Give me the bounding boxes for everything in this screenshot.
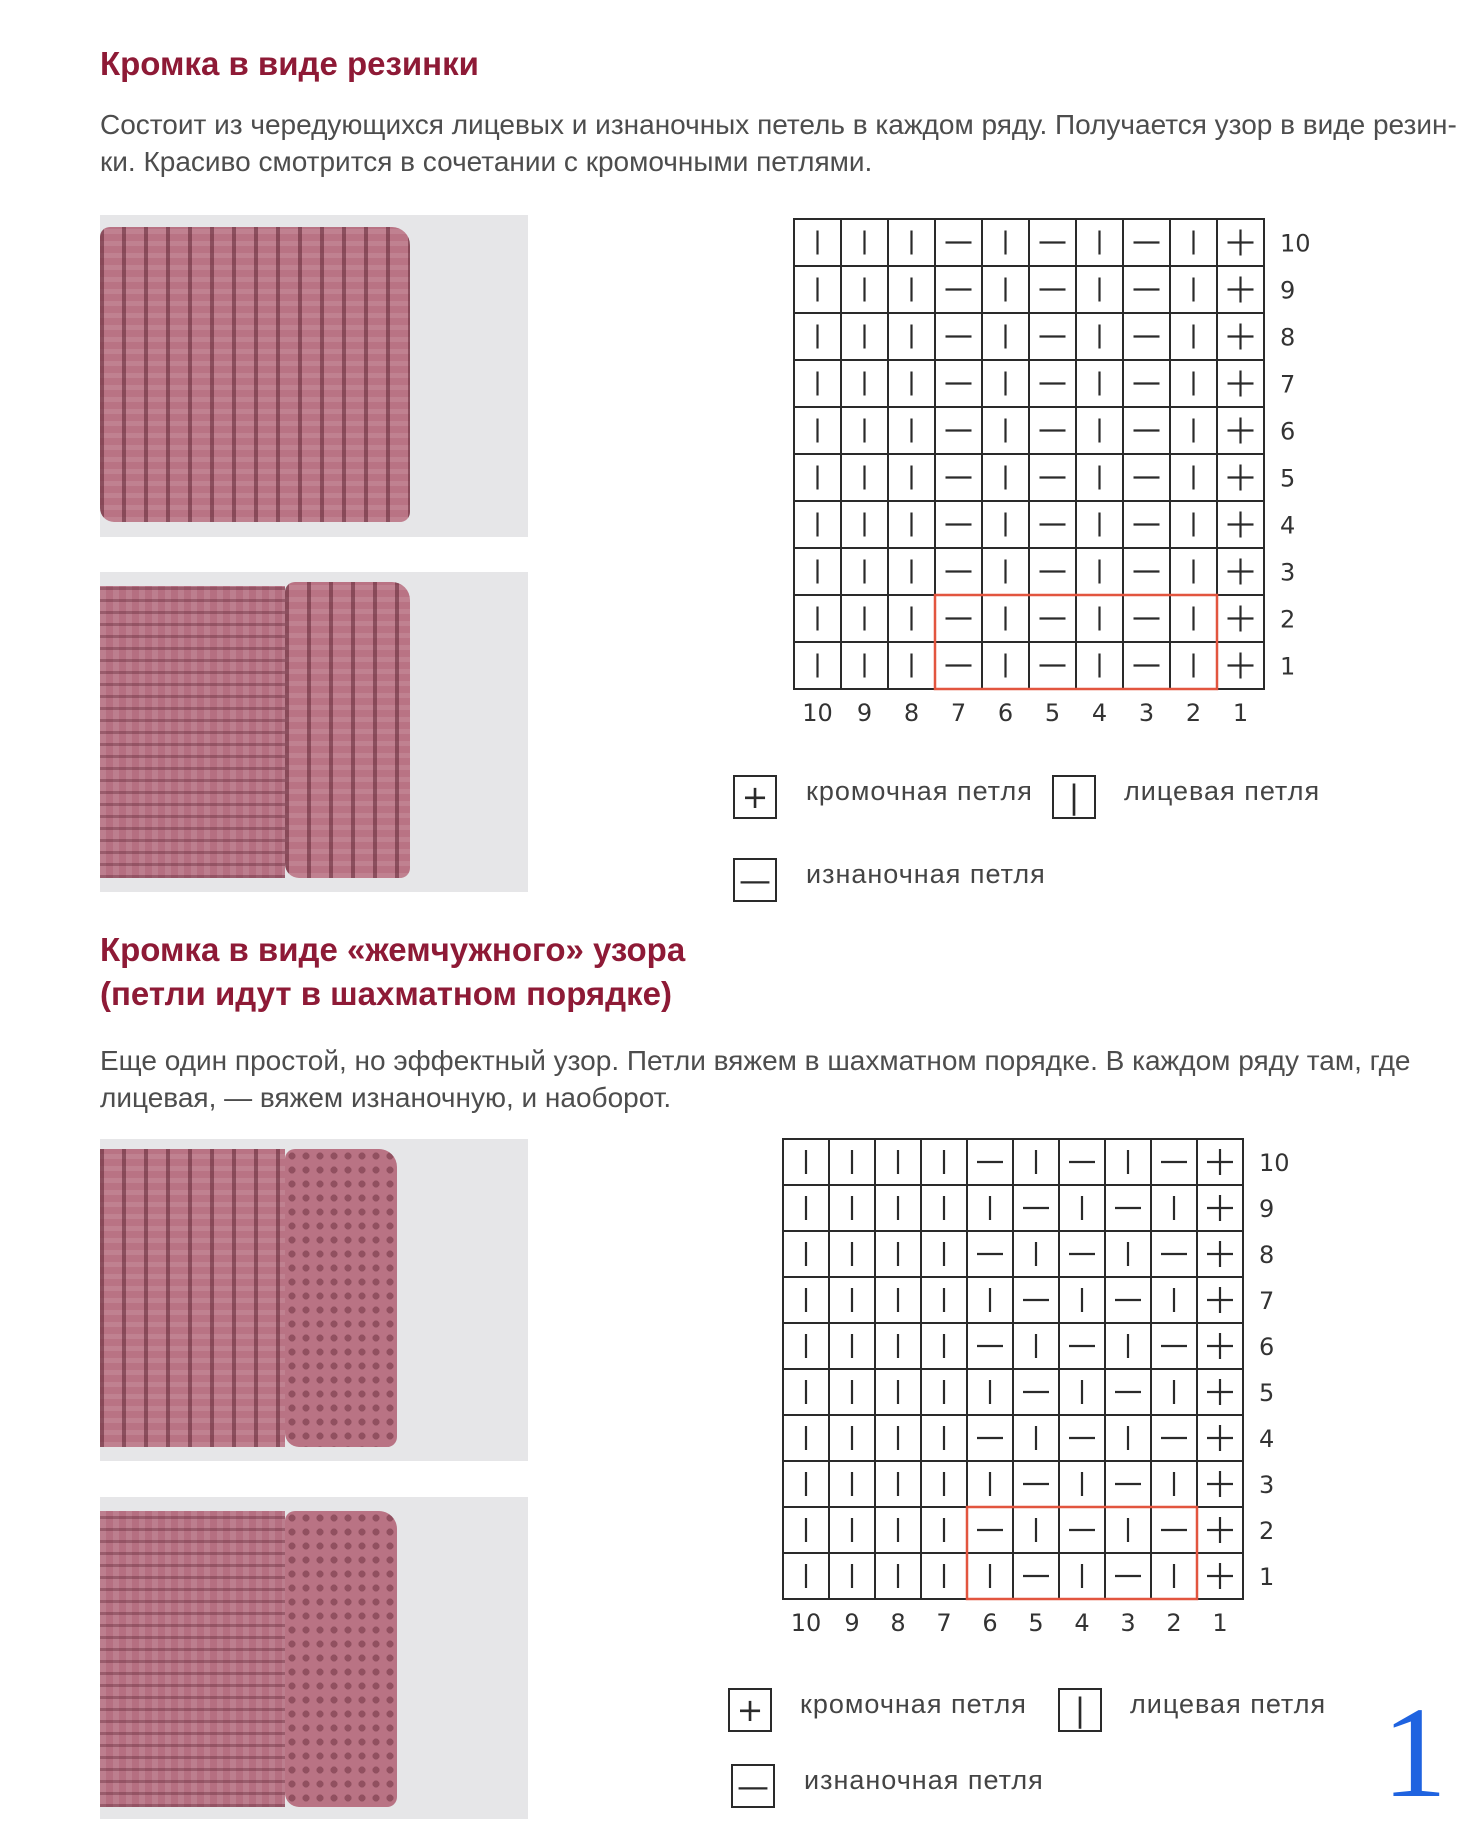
row-number-label: 9 [1280, 276, 1296, 305]
chart-cell [1123, 219, 1170, 266]
chart-cell [1029, 642, 1076, 689]
chart-cell [1105, 1231, 1151, 1277]
row-number-label: 10 [1280, 229, 1311, 258]
chart-cell [935, 454, 982, 501]
legend-purl-stitch-label: изнаночная петля [806, 859, 1046, 889]
chart-cell [1013, 1139, 1059, 1185]
column-number-label: 3 [1120, 1609, 1136, 1637]
chart-cell [1076, 501, 1123, 548]
chart-cell [1123, 407, 1170, 454]
chart-cell [1151, 1369, 1197, 1415]
legend-purl-stitch-icon: — [733, 858, 777, 902]
legend-knit-stitch-icon: | [1052, 775, 1096, 819]
chart-cell [1029, 313, 1076, 360]
chart-cell [1013, 1507, 1059, 1553]
chart-cell [1217, 642, 1264, 689]
row-number-label: 5 [1280, 464, 1296, 493]
chart-cell [1076, 407, 1123, 454]
chart-cell [935, 407, 982, 454]
chart-cell [1217, 313, 1264, 360]
chart-cell [1217, 548, 1264, 595]
column-number-label: 7 [936, 1609, 952, 1637]
chart-cell [1105, 1553, 1151, 1599]
chart-cell [967, 1231, 1013, 1277]
chart-cell [1217, 407, 1264, 454]
chart-cell [1059, 1461, 1105, 1507]
chart-cell [829, 1185, 875, 1231]
chart-cell [1123, 313, 1170, 360]
chart-cell [1013, 1231, 1059, 1277]
chart-cell [1013, 1415, 1059, 1461]
chart-cell [1076, 548, 1123, 595]
chart-cell [1013, 1461, 1059, 1507]
column-number-label: 2 [1185, 699, 1202, 727]
chart-seed-edge [783, 1139, 1290, 1637]
legend2-purl-stitch-icon: — [731, 1764, 775, 1808]
chart-cell [1217, 501, 1264, 548]
chart-cell [1197, 1231, 1243, 1277]
chart-cell [841, 266, 888, 313]
chart-cell [1151, 1461, 1197, 1507]
row-number-label: 6 [1259, 1333, 1275, 1361]
chart-cell [1059, 1369, 1105, 1415]
chart-cell [794, 313, 841, 360]
chart-cell [1170, 501, 1217, 548]
chart-cell [888, 454, 935, 501]
chart-cell [1059, 1139, 1105, 1185]
chart-cell [1029, 407, 1076, 454]
chart-cell [935, 360, 982, 407]
section2-title-line2: (петли идут в шахматном порядке) [100, 975, 672, 1012]
legend2-edge-stitch-label: кромочная петля [800, 1689, 1027, 1719]
chart-cell [1151, 1139, 1197, 1185]
chart-cell [1059, 1507, 1105, 1553]
chart-cell [1197, 1461, 1243, 1507]
chart-cell [1123, 454, 1170, 501]
column-number-label: 7 [950, 699, 967, 727]
chart-cell [829, 1323, 875, 1369]
legend2-edge-stitch-icon: + [728, 1688, 772, 1732]
chart-cell [982, 407, 1029, 454]
chart-cell [1197, 1139, 1243, 1185]
section2-text: Еще один простой, но эффектный узор. Петли вяжем в шахматном порядке. В каждом ряду там, где лицевая, — вяжем изнаночную, и наоборот. [100, 1045, 1411, 1113]
photo-rib-edge-back [100, 572, 528, 892]
column-number-label: 10 [790, 1609, 822, 1637]
chart-cell [967, 1415, 1013, 1461]
chart-cell [1151, 1323, 1197, 1369]
photo-seed-edge-front [100, 1139, 528, 1461]
chart-cell [1197, 1507, 1243, 1553]
chart-cell [1170, 266, 1217, 313]
chart-cell [921, 1553, 967, 1599]
chart-cell [1197, 1553, 1243, 1599]
chart-cell [1170, 219, 1217, 266]
chart-cell [1197, 1323, 1243, 1369]
chart-cell [888, 313, 935, 360]
column-number-label: 2 [1166, 1609, 1182, 1637]
chart-cell [921, 1139, 967, 1185]
chart-cell [783, 1415, 829, 1461]
chart-cell [783, 1323, 829, 1369]
chart-cell [783, 1277, 829, 1323]
chart-cell [1029, 219, 1076, 266]
column-number-label: 8 [890, 1609, 906, 1637]
chart-cell [1151, 1231, 1197, 1277]
chart-cell [1170, 642, 1217, 689]
row-number-label: 4 [1259, 1425, 1275, 1453]
chart-cell [1013, 1369, 1059, 1415]
chart-cell [841, 642, 888, 689]
chart-cell [783, 1369, 829, 1415]
chart-cell [1059, 1277, 1105, 1323]
legend-knit-stitch-label: лицевая петля [1124, 776, 1321, 806]
chart-cell [875, 1415, 921, 1461]
chart-cell [1151, 1185, 1197, 1231]
section1-text: Состоит из чередующихся лицевых и изнаночных петель в каждом ряду. Получается узор в виде резинки. Красиво смотрится в сочетании с кромочными петлями. [100, 109, 1457, 177]
chart-cell [1151, 1507, 1197, 1553]
row-number-label: 1 [1259, 1563, 1275, 1591]
chart-cell [1123, 501, 1170, 548]
chart-cell [794, 501, 841, 548]
chart-rib-edge [794, 219, 1311, 727]
chart-cell [875, 1231, 921, 1277]
column-number-label: 3 [1138, 699, 1155, 727]
chart-cell [1123, 266, 1170, 313]
chart-cell [888, 360, 935, 407]
section2-title-line1: Кромка в виде «жемчужного» узора [100, 931, 686, 968]
chart-cell [1029, 595, 1076, 642]
chart-cell [841, 595, 888, 642]
chart-cell [1105, 1139, 1151, 1185]
chart-cell [921, 1231, 967, 1277]
photo-rib-edge-front [100, 215, 528, 537]
column-number-label: 5 [1044, 699, 1061, 727]
chart-cell [1076, 595, 1123, 642]
chart-cell [982, 642, 1029, 689]
chart-cell [794, 642, 841, 689]
chart-cell [1170, 407, 1217, 454]
chart-cell [1217, 266, 1264, 313]
chart-cell [783, 1231, 829, 1277]
chart-cell [794, 454, 841, 501]
chart-cell [1170, 360, 1217, 407]
chart-cell [783, 1553, 829, 1599]
chart-cell [1076, 313, 1123, 360]
row-number-label: 1 [1280, 652, 1296, 681]
chart-cell [1105, 1277, 1151, 1323]
chart-cell [1105, 1461, 1151, 1507]
chart-cell [888, 548, 935, 595]
chart-cell [1217, 595, 1264, 642]
chart-cell [935, 595, 982, 642]
chart-cell [935, 219, 982, 266]
chart-cell [829, 1507, 875, 1553]
chart-cell [1217, 454, 1264, 501]
chart-cell [982, 454, 1029, 501]
chart-cell [1105, 1507, 1151, 1553]
chart-cell [1029, 548, 1076, 595]
chart-cell [935, 313, 982, 360]
chart-cell [921, 1415, 967, 1461]
chart-cell [967, 1553, 1013, 1599]
chart-cell [967, 1139, 1013, 1185]
chart-cell [935, 642, 982, 689]
chart-cell [794, 266, 841, 313]
chart-cell [794, 219, 841, 266]
chart-cell [841, 454, 888, 501]
chart-cell [921, 1323, 967, 1369]
chart-cell [1029, 454, 1076, 501]
chart-cell [829, 1461, 875, 1507]
chart-cell [1123, 360, 1170, 407]
chart-cell [1013, 1277, 1059, 1323]
chart-cell [1076, 642, 1123, 689]
chart-cell [875, 1369, 921, 1415]
chart-cell [1151, 1277, 1197, 1323]
chart-cell [841, 501, 888, 548]
chart-cell [1151, 1553, 1197, 1599]
chart-cell [829, 1231, 875, 1277]
chart-cell [1123, 548, 1170, 595]
chart-cell [1123, 642, 1170, 689]
chart-cell [982, 548, 1029, 595]
chart-cell [935, 501, 982, 548]
chart-cell [967, 1369, 1013, 1415]
chart-cell [1105, 1369, 1151, 1415]
legend2-knit-stitch-icon: | [1058, 1688, 1102, 1732]
row-number-label: 9 [1259, 1195, 1275, 1223]
chart-cell [1105, 1323, 1151, 1369]
chart-cell [783, 1507, 829, 1553]
chart-cell [967, 1277, 1013, 1323]
chart-cell [935, 548, 982, 595]
chart-cell [1170, 595, 1217, 642]
chart-cell [982, 501, 1029, 548]
chart-cell [1170, 313, 1217, 360]
chart-cell [1029, 360, 1076, 407]
chart-cell [921, 1507, 967, 1553]
row-number-label: 3 [1259, 1471, 1275, 1499]
chart-cell [935, 266, 982, 313]
chart-cell [875, 1277, 921, 1323]
chart-cell [1151, 1415, 1197, 1461]
row-number-label: 10 [1259, 1149, 1290, 1177]
chart-cell [967, 1461, 1013, 1507]
chart-cell [794, 360, 841, 407]
chart-cell [967, 1323, 1013, 1369]
chart-cell [794, 548, 841, 595]
row-number-label: 2 [1259, 1517, 1275, 1545]
chart-cell [875, 1139, 921, 1185]
row-number-label: 4 [1280, 511, 1296, 540]
chart-cell [794, 407, 841, 454]
column-number-label: 6 [997, 699, 1014, 727]
chart-cell [1123, 595, 1170, 642]
chart-cell [1076, 454, 1123, 501]
chart-cell [1013, 1553, 1059, 1599]
chart-cell [1076, 219, 1123, 266]
repeat-highlight [935, 595, 1217, 689]
row-number-label: 6 [1280, 417, 1296, 446]
chart-cell [1217, 360, 1264, 407]
chart-cell [1059, 1323, 1105, 1369]
chart-cell [982, 266, 1029, 313]
chart-cell [1076, 266, 1123, 313]
chart-cell [1105, 1185, 1151, 1231]
row-number-label: 3 [1280, 558, 1296, 587]
repeat-highlight [967, 1507, 1197, 1599]
chart-cell [888, 595, 935, 642]
chart-cell [783, 1185, 829, 1231]
chart-cell [921, 1461, 967, 1507]
chart-cell [1170, 548, 1217, 595]
chart-cell [1105, 1415, 1151, 1461]
chart-cell [1197, 1277, 1243, 1323]
column-number-label: 4 [1074, 1609, 1090, 1637]
chart-cell [921, 1369, 967, 1415]
chart-cell [1059, 1415, 1105, 1461]
column-number-label: 1 [1212, 1609, 1228, 1637]
column-number-label: 5 [1028, 1609, 1044, 1637]
chart-cell [841, 407, 888, 454]
chart-cell [829, 1369, 875, 1415]
row-number-label: 7 [1259, 1287, 1275, 1315]
chart-cell [875, 1185, 921, 1231]
chart-cell [1170, 454, 1217, 501]
chart-cell [1059, 1185, 1105, 1231]
chart-cell [841, 313, 888, 360]
chart-cell [829, 1415, 875, 1461]
chart-cell [888, 266, 935, 313]
chart-cell [875, 1553, 921, 1599]
column-number-label: 10 [802, 699, 833, 727]
chart-cell [783, 1461, 829, 1507]
chart-cell [794, 595, 841, 642]
column-number-label: 6 [982, 1609, 998, 1637]
legend2-purl-stitch-label: изнаночная петля [804, 1765, 1044, 1795]
chart-cell [982, 219, 1029, 266]
chart-cell [875, 1461, 921, 1507]
chart-cell [888, 219, 935, 266]
chart-cell [1059, 1231, 1105, 1277]
chart-cell [921, 1277, 967, 1323]
row-number-label: 7 [1280, 370, 1296, 399]
chart-cell [841, 360, 888, 407]
legend2-knit-stitch-label: лицевая петля [1130, 1689, 1327, 1719]
chart-cell [921, 1185, 967, 1231]
chart-cell [982, 360, 1029, 407]
chart-cell [829, 1277, 875, 1323]
chart-cell [841, 548, 888, 595]
legend-edge-stitch-label: кромочная петля [806, 776, 1033, 806]
chart-cell [888, 407, 935, 454]
chart-cell [967, 1185, 1013, 1231]
chart-cell [1197, 1415, 1243, 1461]
row-number-label: 8 [1280, 323, 1296, 352]
chart-cell [1197, 1369, 1243, 1415]
chart-cell [841, 219, 888, 266]
row-number-label: 8 [1259, 1241, 1275, 1269]
chart-cell [982, 595, 1029, 642]
chart-cell [1197, 1185, 1243, 1231]
column-number-label: 4 [1091, 699, 1108, 727]
chart-cell [967, 1507, 1013, 1553]
photo-seed-edge-back [100, 1497, 528, 1819]
chart-cell [888, 501, 935, 548]
chart-cell [1013, 1323, 1059, 1369]
column-number-label: 9 [856, 699, 873, 727]
chart-cell [829, 1553, 875, 1599]
chart-cell [888, 642, 935, 689]
chart-cell [1217, 219, 1264, 266]
chart-cell [829, 1139, 875, 1185]
chart-cell [1013, 1185, 1059, 1231]
chart-cell [1029, 266, 1076, 313]
chart-cell [1059, 1553, 1105, 1599]
chart-cell [875, 1323, 921, 1369]
legend-edge-stitch-icon: + [733, 775, 777, 819]
page-number: 1 [1382, 1681, 1447, 1825]
row-number-label: 2 [1280, 605, 1296, 634]
row-number-label: 5 [1259, 1379, 1275, 1407]
chart-cell [982, 313, 1029, 360]
chart-cell [783, 1139, 829, 1185]
column-number-label: 8 [903, 699, 920, 727]
section1-title: Кромка в виде резинки [100, 45, 479, 82]
column-number-label: 9 [844, 1609, 860, 1637]
chart-cell [1029, 501, 1076, 548]
chart-cell [1076, 360, 1123, 407]
chart-cell [875, 1507, 921, 1553]
column-number-label: 1 [1232, 699, 1249, 727]
